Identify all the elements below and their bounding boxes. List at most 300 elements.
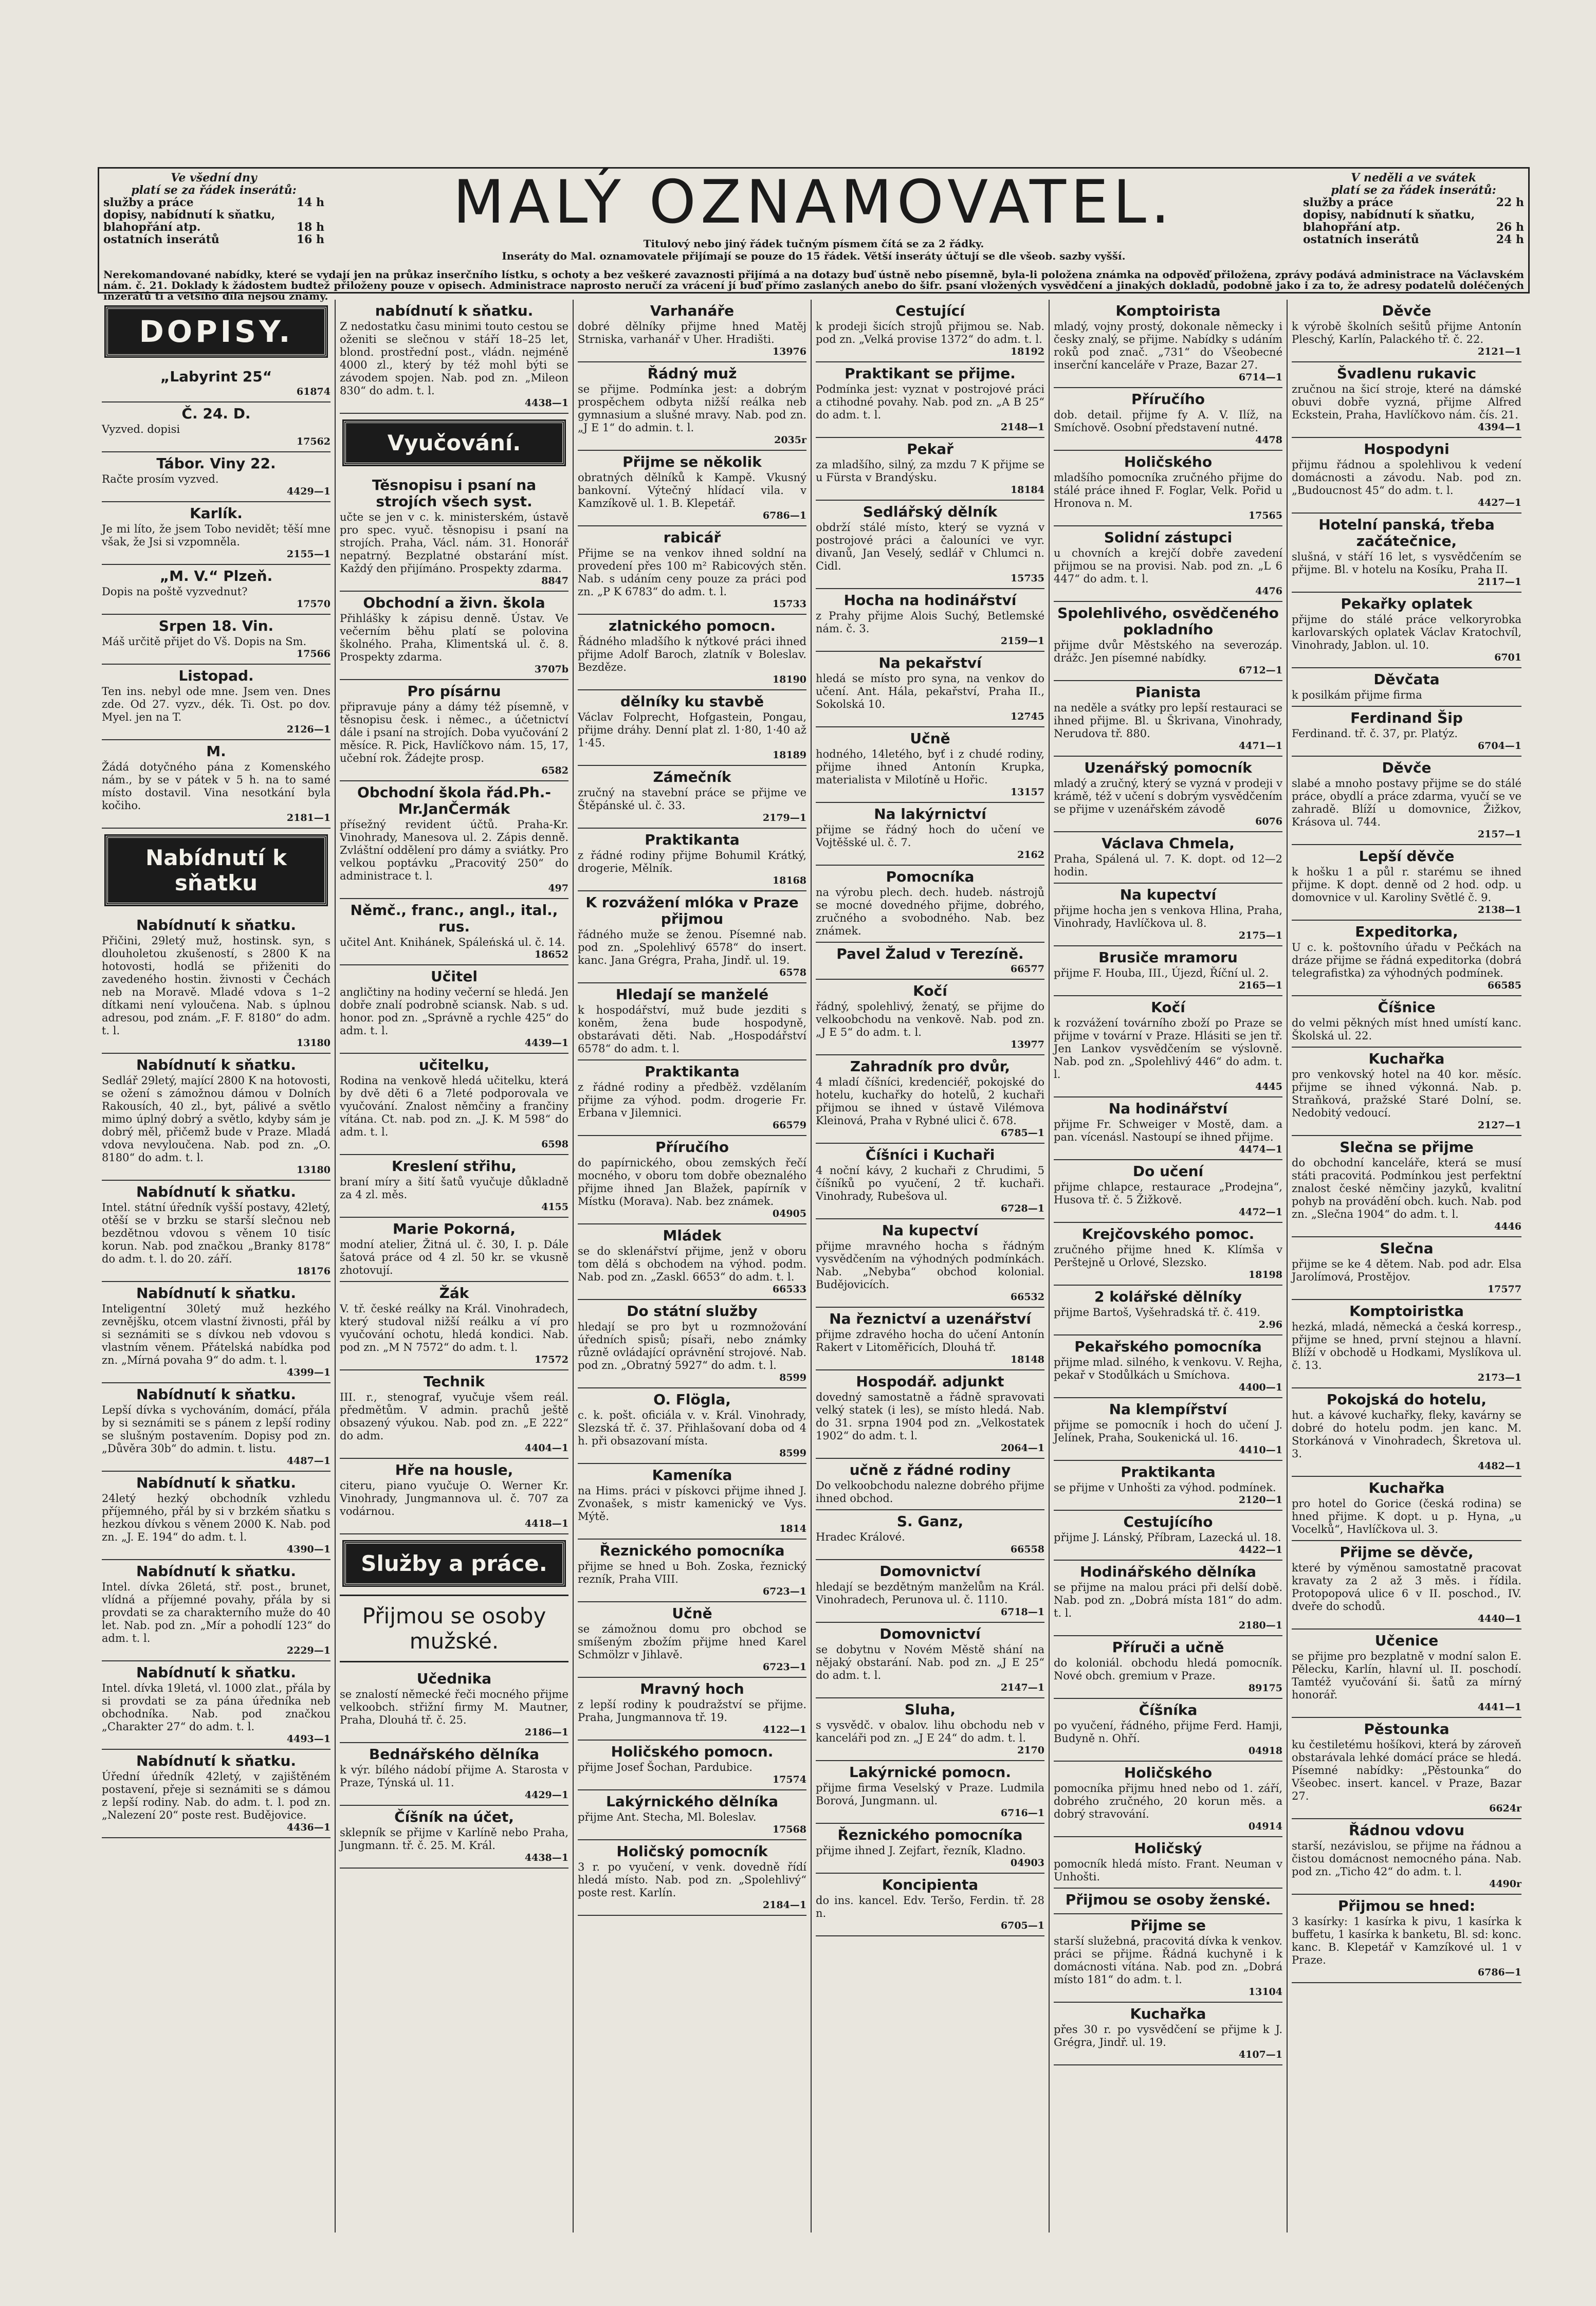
classified-ad [816, 1144, 1044, 1219]
ad-code: 2121—1 [1477, 346, 1521, 357]
title-subtitle: Titulový nebo jiný řádek tučným písmem čítá se za 2 řádky. [643, 237, 984, 250]
ad-code: 2.96 [1258, 1319, 1282, 1330]
ad-heading: Řeznického pomocníka [837, 1826, 1023, 1843]
ad-heading: Švadlenu rukavic [1336, 365, 1477, 382]
ad-text: přijme mlad. silného, k venkovu. V. Rejha, pekař v Stodůlkách u Smíchova. [1054, 1356, 1282, 1381]
ad-text: po vyučení, řádného, přijme Ferd. Hamji, Budyně n. Ohří. [1054, 1719, 1282, 1745]
classified-ad [816, 1874, 1044, 1936]
ad-text: se přijme. Podmínka jest: a dobrým prospěchem odbyta nižší reálka neb gymnasium a slušné mravy. Nab. pod zn. „J E 1“ do admin. t. l. [578, 383, 806, 434]
ad-text: 3 kasírky: 1 kasírka k pivu, 1 kasírka k buffetu, 1 kasírka k banketu, Bl. sd: konc. kanc. B. Klepetář v Kamzíkové ul. 1 v Praze. [1292, 1915, 1521, 1966]
ad-code: 4445 [1255, 1081, 1282, 1092]
classified-ad [1054, 451, 1282, 526]
ad-code: 18652 [534, 949, 568, 960]
ad-text: přijme Fr. Schweiger v Mostě, dam. a pan. vícenásl. Nastoupí se ihned přijme. [1054, 1118, 1282, 1143]
classified-ad [1292, 1048, 1521, 1136]
ad-text: zručného přijme hned K. Klímša v Perštejně u Orlové, Slezsko. [1054, 1243, 1282, 1269]
ad-code: 6785—1 [1000, 1127, 1044, 1139]
classified-ad [816, 1219, 1044, 1308]
ad-text: se do sklenářství přijme, jenž v oboru tom dělá s obchodem na výhod. podm. Nab. pod zn. „Zaskl. 6653“ do adm. t. l. [578, 1245, 806, 1283]
classified-ad [102, 1282, 331, 1383]
classified-ad [578, 451, 806, 526]
ad-text: Intel. státní úředník vyšší postavy, 42letý, otěší se v brzku se starší slečnou neb bezdětnou vdovou s věnem 10 tisíc korun. Nab. pod značkou „Branky 8178“ do adm. t. l. do 20. září. [102, 1201, 331, 1265]
classified-ad [1054, 1889, 1282, 1914]
ad-code: 17566 [296, 648, 331, 660]
classified-ad [578, 1790, 806, 1840]
ad-code: 13180 [296, 1164, 331, 1176]
ad-text: učitel Ant. Knihánek, Spáleńská ul. č. 14. [340, 936, 565, 948]
classified-ad [1292, 1718, 1521, 1819]
ad-text: Úřední úředník 42letý, v zajištěném postavení, přeje si seznámiti se s dámou z lepší rodiny. Nab. do adm. t. l. pod zn. „Nalezení 20“ poste rest. Budějovice. [102, 1770, 331, 1821]
classified-ad [340, 899, 568, 965]
ad-heading: Učenice [1374, 1632, 1439, 1649]
ad-heading: Lepší děvče [1359, 848, 1455, 865]
ad-heading: Václava Chmela, [1102, 835, 1235, 852]
ad-list [578, 300, 806, 1916]
ad-code: 2186—1 [524, 1727, 568, 1738]
classified-ad [1292, 668, 1521, 707]
ad-code: 18189 [772, 749, 806, 761]
classified-ad [1292, 1237, 1521, 1300]
ad-code: 6716—1 [1000, 1807, 1044, 1819]
classified-ad [1054, 1511, 1282, 1561]
ad-text: Sedlář 29letý, mající 2800 K na hotovosti, se ožení s zámožnou dámou v Dolních Rakousích, 40 zl., byt, pálivé a světlo mimo úplný dobrý a světlo, kdyby sám je dobrý měl, přičemž bude v Praze. Mladá vdova nevyloučena. Nab. pod zn. „O. 8180“ do adm. t. l. [102, 1074, 331, 1164]
ad-heading: rabicář [663, 529, 721, 546]
ad-code: 2120—1 [1238, 1494, 1282, 1506]
ad-text: přijme mravného hocha s řádným vysvědčením na výhodných podmínkách. Nab. „Nebyba“ obchod kolonial. Budějovicích. [816, 1240, 1044, 1291]
ad-code: 18184 [1010, 484, 1044, 496]
classified-ad [816, 1761, 1044, 1824]
classified-ad [578, 300, 806, 362]
ad-heading: Uzenářský pomocník [1084, 759, 1252, 776]
classified-ad [578, 1224, 806, 1300]
ad-heading: Praktikant se přijme. [845, 365, 1016, 382]
ad-code: 4482—1 [1477, 1460, 1521, 1472]
ad-code: 66558 [1010, 1544, 1044, 1555]
ad-list [102, 914, 331, 1838]
ad-code: 18168 [772, 875, 806, 886]
ad-code: 2147—1 [1000, 1682, 1044, 1693]
ad-heading: učitelku, [418, 1056, 490, 1073]
ad-text: do papírnického, obou zemských řečí mocného, v oboru tom dobře obeznalého přijme ihned Jan Blažek, papírník v Místku (Morava). Nab. bez známek. [578, 1157, 806, 1207]
ad-code: 66585 [1487, 980, 1521, 991]
classified-ad [340, 1054, 568, 1155]
ad-heading: Marie Pokorná, [392, 1220, 516, 1237]
ad-heading: Holičský [1134, 1840, 1202, 1857]
ad-code: 2173—1 [1477, 1372, 1521, 1383]
classified-ad [102, 740, 331, 829]
ad-heading: Karlík. [190, 505, 243, 522]
ad-code: 17570 [296, 598, 331, 610]
ad-text: do koloniál. obchodu hledá pomocník. Nové obch. gremium v Praze. [1054, 1657, 1282, 1682]
ad-code: 04905 [772, 1208, 806, 1219]
ad-code: 4471—1 [1238, 740, 1282, 752]
ad-heading: Tábor. Viny 22. [156, 455, 276, 472]
classified-ad [1292, 438, 1521, 514]
ad-code: 4400—1 [1238, 1382, 1282, 1393]
classified-ad [816, 803, 1044, 866]
ad-code: 18148 [1010, 1354, 1044, 1365]
classified-ad [340, 680, 568, 781]
ad-heading: učně z řádné rodiny [849, 1461, 1011, 1478]
ad-heading: „Labyrint 25“ [160, 368, 272, 385]
classified-ad [1054, 946, 1282, 996]
classified-ad [578, 1300, 806, 1388]
ad-code: 4476 [1255, 585, 1282, 597]
ad-text: přijme chlapce, restaurace „Prodejna“, Husova tř. č. 5 Žižkově. [1054, 1181, 1282, 1206]
classified-ad [1054, 884, 1282, 946]
rate-label: dopisy, nabídnutí k sňatku, [1303, 208, 1475, 222]
ad-text: Dopis na poště vyzvednut? [102, 585, 248, 598]
ad-heading: Řádnou vdovu [1348, 1822, 1465, 1839]
ad-text: učte se jen v c. k. ministerském, ústavě pro spec. vyuč. těsnopisu i psaní na strojích. Praha, Václ. nám. 31. Honorář nepatrný. Bezplatné obstarání míst. Každý den přijímáno. Prospekty zdarma. [340, 511, 568, 575]
classified-ad [1054, 300, 1282, 388]
classified-ad [578, 362, 806, 451]
ad-code: 6598 [541, 1139, 568, 1150]
ad-text: Žádá dotyčného pána z Komenského nám., by se v pátek v 5 h. na to samé místo dostavil. Vina nesotkání byla kočiho. [102, 761, 331, 812]
ad-heading: Lakýrnického dělníka [606, 1793, 778, 1810]
rate-label: blahopřání atp. [103, 221, 201, 234]
ad-code: 61874 [296, 386, 331, 397]
classified-ad [816, 1560, 1044, 1623]
ad-text: mladý a zručný, který se vyzná v prodeji v krámě, též v učení s dobrým vysvědčením se přijme v uzenářském závodě [1054, 777, 1282, 815]
ad-heading: Pekařského pomocníka [1074, 1338, 1262, 1355]
classified-ad [102, 1560, 331, 1661]
ad-heading: Nabídnutí k sňatku. [136, 1183, 297, 1200]
ad-text: hledají se pro byt u rozmnožování úředních spisů; písaři, nebo známky různě ovládající oprávnění strojové. Nab. pod zn. „Obratný 5927“ do adm. t. l. [578, 1321, 806, 1371]
ad-text: Přijme se na venkov ihned soldní na provedení přes 100 m² Rabicových stěn. Nab. s udáním ceny pouze za práci pod zn. „P K 6783“ do adm. t. l. [578, 547, 806, 598]
ad-code: 2179—1 [762, 812, 806, 823]
ad-code: 2165—1 [1238, 980, 1282, 991]
ad-code: 2127—1 [1477, 1120, 1521, 1131]
classified-ad [1292, 362, 1521, 438]
ad-heading: Nabídnutí k sňatku. [136, 1285, 297, 1302]
ad-heading: Holičského [1124, 1764, 1213, 1781]
ad-heading: Technik [423, 1373, 485, 1390]
ad-code: 4441—1 [1477, 1701, 1521, 1713]
ad-columns [98, 300, 1527, 2232]
classified-ad [1054, 1335, 1282, 1398]
ad-heading: Nabídnutí k sňatku. [136, 1386, 297, 1403]
ad-text: dobré dělníky přijme hned Matěj Strniska, varhanář v Uher. Hradišti. [578, 320, 806, 345]
ad-heading: Sedlářský dělník [863, 503, 998, 520]
classified-ad [816, 727, 1044, 803]
ad-code: 6714—1 [1238, 372, 1282, 383]
ad-heading: Hře na housle, [395, 1461, 513, 1478]
ad-heading: zlatnického pomocn. [609, 617, 776, 634]
ad-text: slušná, v stáří 16 let, s vysvědčením se přijme. Bl. v hotelu na Kosíku, Praha II. [1292, 551, 1521, 576]
ad-code: 13104 [1248, 1986, 1282, 1998]
classified-ad [578, 1136, 806, 1224]
ad-code: 04903 [1010, 1857, 1044, 1869]
ad-heading: Mládek [663, 1227, 722, 1244]
ad-code: 2229—1 [286, 1645, 331, 1656]
weekday-rates [103, 172, 324, 246]
ad-heading: Učitel [431, 968, 478, 985]
ad-code: 18192 [1010, 346, 1044, 357]
ad-heading: S. Ganz, [896, 1513, 964, 1530]
classified-ad [1292, 593, 1521, 668]
ad-heading: Holičský pomocník [616, 1843, 768, 1860]
classified-ad [102, 1181, 331, 1282]
ad-heading: Kuchařka [1130, 2005, 1206, 2022]
ad-text: braní míry a šití šatů vyučuje důkladně za 4 zl. měs. [340, 1176, 568, 1201]
classified-ad [1292, 707, 1521, 757]
classified-ad [816, 501, 1044, 589]
rate-label: dopisy, nabídnutí k sňatku, [103, 208, 276, 222]
classified-ad [1054, 1636, 1282, 1699]
ad-heading: Ferdinand Šip [1350, 709, 1463, 726]
classified-ad [816, 438, 1044, 501]
ad-heading: Číšnice [1378, 999, 1436, 1016]
ad-code: 66533 [772, 1284, 806, 1295]
ad-text: přijme ihned J. Zejfart, řezník, Kladno. [816, 1844, 1026, 1857]
classified-ad [1054, 1699, 1282, 1762]
ad-code: 8847 [541, 575, 568, 587]
ad-code: 3707b [534, 664, 568, 675]
ad-code: 2181—1 [286, 812, 331, 823]
ad-heading: Hospodyni [1364, 441, 1450, 457]
ad-text: starší, nezávislou, se přijme na řádnou a čistou domácnost nemocného pána. Nab. pod zn. „Ticho 42“ do adm. t. l. [1292, 1840, 1521, 1878]
ad-heading: nabídnutí k sňatku. [375, 302, 534, 319]
ad-code: 4474—1 [1238, 1144, 1282, 1155]
ad-code: 2117—1 [1477, 576, 1521, 588]
ad-heading: Řeznického pomocníka [599, 1542, 785, 1559]
ad-heading: Na klempířství [1109, 1401, 1227, 1418]
classified-ad [816, 1055, 1044, 1144]
ad-text: přijme Josef Šochan, Pardubice. [578, 1761, 753, 1773]
classified-ad [578, 1678, 806, 1741]
ad-text: přijme Ant. Stecha, Ml. Boleslav. [578, 1811, 757, 1823]
ad-text: 3 r. po vyučení, v venk. dovedně řídí hledá místo. Nab. pod zn. „Spolehlivý“ poste rest. Karlín. [578, 1861, 806, 1899]
ad-text: hut. a kávové kuchařky, fleky, kavárny se dobré do hotelu podm. jen kanc. M. Storkánová v Vinohradech, Škretova ul. 3. [1292, 1409, 1521, 1460]
rate-price: 18 h [296, 221, 324, 234]
ad-text: přijme se hned u Boh. Zoska, řeznický rezník, Praha VIII. [578, 1560, 806, 1585]
ad-text: Přihlášky k zápisu denně. Ústav. Ve večerním běhu platí se polovina školného. Praha, Klimentská ul. č. 8. Prospekty zdarma. [340, 612, 568, 663]
ad-code: 6582 [541, 765, 568, 776]
ad-text: se znalostí německé řeči mocného přijme velkoobch. střižní firmy M. Mautner, Praha, Dlouhá tř. č. 25. [340, 1688, 568, 1726]
ad-code: 6712—1 [1238, 665, 1282, 676]
ad-heading: Praktikanta [645, 831, 740, 848]
ad-text: přijme Bartoš, Vyšehradská tř. č. 419. [1054, 1306, 1260, 1319]
ad-code: 6728—1 [1000, 1203, 1044, 1214]
classified-ad [816, 652, 1044, 727]
ad-text: k hošku 1 a půl r. starému se ihned přijme. K dopt. denně od 2 hod. odp. u domovnice v ul. Karoliny Světlé č. 9. [1292, 866, 1521, 904]
ad-text: V. tř. české reálky na Král. Vinohradech, který studoval nižší reálku a ví pro vyučování ochotu, hledá kondici. Nab. pod zn. „M N 7572“ do adm. t. l. [340, 1303, 568, 1353]
ad-text: se dobytnu v Novém Městě shání na nějaký obstarání. Nab. pod zn. „J E 25“ do adm. t. l. [816, 1643, 1044, 1681]
ad-text: Vyzved. dopisi [102, 423, 180, 435]
ad-code: 4438—1 [524, 1852, 568, 1863]
ad-code: 4487—1 [286, 1455, 331, 1467]
classified-ad [1292, 757, 1521, 845]
ad-heading: Nabídnutí k sňatku. [136, 917, 297, 934]
classified-ad [102, 665, 331, 740]
classified-ad [816, 1698, 1044, 1761]
ad-text: se přijme na malou práci při delší době. Nab. pod zn. „Dobrá místa 181“ do adm. t. l. [1054, 1581, 1282, 1619]
ad-heading: Domovnictví [879, 1563, 981, 1580]
ad-text: přes 30 r. po vysvědčení se přijme k J. Grégra, Jindř. ul. 19. [1054, 2023, 1282, 2048]
ad-heading: Cestující [895, 302, 965, 319]
classified-ad [1054, 681, 1282, 757]
ad-heading: Němč., franc., angl., ital., rus. [350, 902, 558, 935]
newspaper-page [77, 167, 1547, 2244]
ad-text: hodného, 14letého, byť i z chudé rodiny, přijme ihned Antonín Krupka, materialista v Milotíně u Hořic. [816, 748, 1044, 786]
classified-ad [1054, 1461, 1282, 1511]
classified-ad [102, 502, 331, 565]
ad-heading: Obchodní škola řád.Ph.-Mr.JanČermák [357, 784, 552, 817]
ad-text: Podmínka jest: vyznat v postrojové práci a ctihodné povahy. Nab. pod zn. „A B 25“ do adm. t. l. [816, 383, 1044, 421]
ad-code: 4404—1 [524, 1442, 568, 1454]
classified-ad [340, 965, 568, 1054]
ad-heading: Slečna se přijme [1340, 1139, 1474, 1156]
classified-ad [816, 1510, 1044, 1560]
ad-text: z řádné rodiny přijme Bohumil Krátký, drogerie, Mělník. [578, 849, 806, 874]
ad-text: Inteligentní 30letý muž hezkého zevnějšku, otcem vlastní živnosti, přál by si seznámiti se s dívkou neb vdovou s vlastním věnem. Přátelská nabídka pod zn. „Mírná povaha 9“ do adm. t. l. [102, 1303, 331, 1366]
ad-code: 4438—1 [524, 397, 568, 409]
ad-heading: Pekař [907, 441, 953, 457]
ad-heading: Číšníci i Kuchaři [865, 1146, 995, 1163]
ad-heading: Příruči a učně [1112, 1639, 1224, 1656]
rate-label: služby a práce [1303, 196, 1393, 209]
ad-heading: Kočí [1151, 999, 1185, 1016]
ad-text: přísežný revident účtů. Praha-Kr. Vinohrady, Manesova ul. 2. Zápis denně. Zvláštní oddělení pro dámy a sviátky. Pro velkou poptávku „Pracovitý 250“ do administrace t. l. [340, 818, 568, 882]
column-5 [1050, 300, 1288, 2232]
rate-price: 14 h [296, 196, 324, 209]
ad-text: se zámožnou domu pro obchod se smíšeným zbožím přijme hned Karel Schmölzr v Jihlavě. [578, 1623, 806, 1661]
ad-heading: Domovnictví [879, 1625, 981, 1642]
ad-code: 15735 [1010, 573, 1044, 584]
title-block [346, 168, 1281, 266]
ad-text: za mladšího, silný, za mzdu 7 K přijme se u Fürsta v Brandýsku. [816, 459, 1044, 484]
ad-code: 8599 [779, 1448, 806, 1459]
ad-heading: Solidní zástupci [1104, 529, 1233, 546]
ad-code: 4478 [1255, 434, 1282, 446]
ad-heading: Na kupectví [882, 1222, 979, 1239]
classified-ad [1292, 1819, 1521, 1895]
ad-text: 4 noční kávy, 2 kuchaři z Chrudimi, 5 číšníků po vyučení, 2 tř. kuchaři. Vinohrady, Rubešova ul. [816, 1164, 1044, 1202]
ad-text: na výrobu plech. dech. hudeb. nástrojů se mocné dovedného přijme, dobrého, zručného a svobodného. Nab. bez známek. [816, 886, 1044, 937]
ad-list [1054, 300, 1282, 2065]
classified-ad [816, 1459, 1044, 1510]
classified-ad [816, 589, 1044, 652]
classified-ad [578, 891, 806, 983]
ad-heading: Žák [439, 1285, 469, 1302]
ad-text: do ins. kancel. Edv. Teršo, Ferdin. tř. 28 n. [816, 1894, 1044, 1919]
sunday-caption: V neděli a ve svátek [1351, 171, 1476, 185]
ad-heading: Do státní služby [627, 1303, 758, 1320]
classified-ad [1292, 996, 1521, 1048]
ad-code: 13976 [772, 346, 806, 357]
ad-heading: Praktikanta [645, 1063, 740, 1080]
ad-heading: Expeditorka, [1355, 923, 1458, 940]
sunday-rates [1303, 172, 1524, 246]
ad-list [340, 474, 568, 1534]
ad-text: k rozvážení továrního zboží po Praze se přijme v tovární v Praze. Hlásiti se jen tř. Jen Lankov vysvědčením se výslovně. Nab. pod zn. „Spolehlivý 446“ do adm. t. l. [1054, 1017, 1282, 1081]
ad-code: 6704—1 [1477, 740, 1521, 752]
ad-code: 2126—1 [286, 724, 331, 735]
classified-ad [1054, 1762, 1282, 1837]
ad-heading: Děvče [1382, 759, 1432, 776]
section-prijmou-muzske: Přijmou se osoby mužské. [340, 1595, 568, 1662]
section-dopisy: DOPISY. [106, 307, 326, 356]
classified-ad [816, 1824, 1044, 1874]
classified-ad [578, 690, 806, 766]
classified-ad [1054, 526, 1282, 602]
ad-heading: Komptoiristа [1115, 302, 1221, 319]
masthead [98, 167, 1530, 302]
section-nabidnuti: Nabídnutí k sňatku [106, 836, 326, 905]
ad-text: přijme se řádný hoch do učení ve Vojtěšské ul. č. 7. [816, 823, 1044, 849]
ad-text: Rodina na venkově hledá učitelku, která by dvě děti 6 a 7leté podporovala ve vyučování. Znalost němčiny a frančiny vítána. Ct. nab. pod zn. „J. K. M 598“ do adm. t. l. [340, 1074, 568, 1138]
ad-text: pomocník hledá místo. Frant. Neuman v Unhošti. [1054, 1858, 1282, 1883]
ad-text: přijme zdravého hocha do učení Antonín Rakert v Litoměřicích, Dlouhá tř. [816, 1328, 1044, 1353]
ad-list [102, 365, 331, 829]
ad-code: 15733 [772, 598, 806, 610]
ad-text: do obchodní kanceláře, která se musí státi pracovitá. Podmínkou jest perfektní znalost české němčiny jazyků, kvalitní pohyb na provádění obch. kuch. Nab. pod zn. „Slečna 1904“ do adm. t. l. [1292, 1157, 1521, 1220]
ad-heading: Praktikanta [1121, 1463, 1216, 1480]
ad-code: 4394—1 [1477, 422, 1521, 433]
classified-ad [578, 526, 806, 615]
classified-ad [816, 362, 1044, 438]
ad-heading: Pavel Žalud v Terezíně. [836, 945, 1024, 962]
rate-label: služby a práce [103, 196, 194, 209]
ad-heading: Děvčata [1373, 671, 1440, 688]
classified-ad [102, 402, 331, 452]
ad-heading: Pokojská do hotelu, [1326, 1391, 1487, 1408]
ad-text: z Prahy přijme Alois Suchý, Betlemské nám. č. 3. [816, 610, 1044, 635]
ad-text: na Hims. práci v pískovci přijme ihned J. Zvonašek, s mistr kamenický ve Vys. Mýtě. [578, 1485, 806, 1523]
ad-code: 6705—1 [1000, 1920, 1044, 1931]
ad-text: Hradec Králové. [816, 1531, 905, 1543]
ad-text: zručnou na šicí stroje, které na dámské obuvi dobře vyzná, přijme Alfred Eckstein, Praha, Havlíčkovo nám. čís. 21. [1292, 383, 1521, 421]
classified-ad [1292, 1541, 1521, 1630]
ad-text: Intel. dívka 26letá, stř. post., brunet, vlídná a příjemné povahy, přála by si provdati se za charakterního muže do 40 let. Nab. pod zn. „Mír a pohodlí 123“ do adm. t. l. [102, 1581, 331, 1644]
ad-code: 2180—1 [1238, 1620, 1282, 1631]
ad-heading: Slečna [1380, 1240, 1434, 1257]
column-1 [98, 300, 336, 2232]
ad-code: 17574 [772, 1774, 806, 1785]
ad-code: 2159—1 [1000, 635, 1044, 647]
ad-heading: Učně [672, 1605, 712, 1622]
ad-heading: Na pekařství [878, 654, 982, 671]
ad-heading: Hocha na hodinářství [843, 592, 1017, 609]
ad-text: dovedný samostatně a řádně spravovati velký statek (i les), se místo hledá. Nab. do 31. srpna 1904 pod zn. „Velkostatek 1902“ do adm. t. l. [816, 1391, 1044, 1442]
ad-heading: Nabídnutí k sňatku. [136, 1664, 297, 1681]
ad-text: připravuje pány a dámy též písemně, v těsnopisu česk. i němec., a účetnictví dále i psaní na strojích. Doba vyučování 2 měsíce. R. Pick, Havlíčkovo nám. 15, 17, učební rok. Žádejte prosp. [340, 701, 568, 764]
ad-heading: Koncipienta [882, 1876, 979, 1893]
ad-text: hledá se místo pro syna, na venkov do učení. Ant. Hála, pekařství, Praha II., Sokolská 10. [816, 672, 1044, 710]
classified-ad [340, 1668, 568, 1743]
ad-list [816, 300, 1044, 1936]
classified-ad [102, 914, 331, 1054]
ad-code: 4427—1 [1477, 497, 1521, 508]
ad-heading: K rozvážení mlóka v Praze přijmou [585, 894, 799, 927]
ad-heading: Učně [910, 730, 950, 747]
classified-ad [578, 1060, 806, 1136]
ad-code: 18190 [772, 674, 806, 685]
classified-ad [102, 365, 331, 402]
ad-heading: Pomocníka [886, 868, 975, 885]
classified-ad [102, 565, 331, 615]
classified-ad [1054, 1398, 1282, 1461]
classified-ad [578, 1388, 806, 1464]
rate-label: ostatních inserátů [1303, 233, 1419, 246]
ad-heading: Číšník na účet, [394, 1808, 514, 1825]
ad-code: 6786—1 [762, 510, 806, 521]
ad-text: k výrobě školních sešitů přijme Antonín Pleschý, Karlín, Palackého tř. č. 22. [1292, 320, 1521, 345]
ad-heading: Spolehlivého, osvědčeného pokladního [1057, 605, 1279, 638]
ad-text: s vysvědč. v obalov. lihu obchodu neb v kanceláři pod zn. „J E 24“ do adm. t. l. [816, 1719, 1044, 1744]
ad-code: 497 [548, 883, 568, 894]
